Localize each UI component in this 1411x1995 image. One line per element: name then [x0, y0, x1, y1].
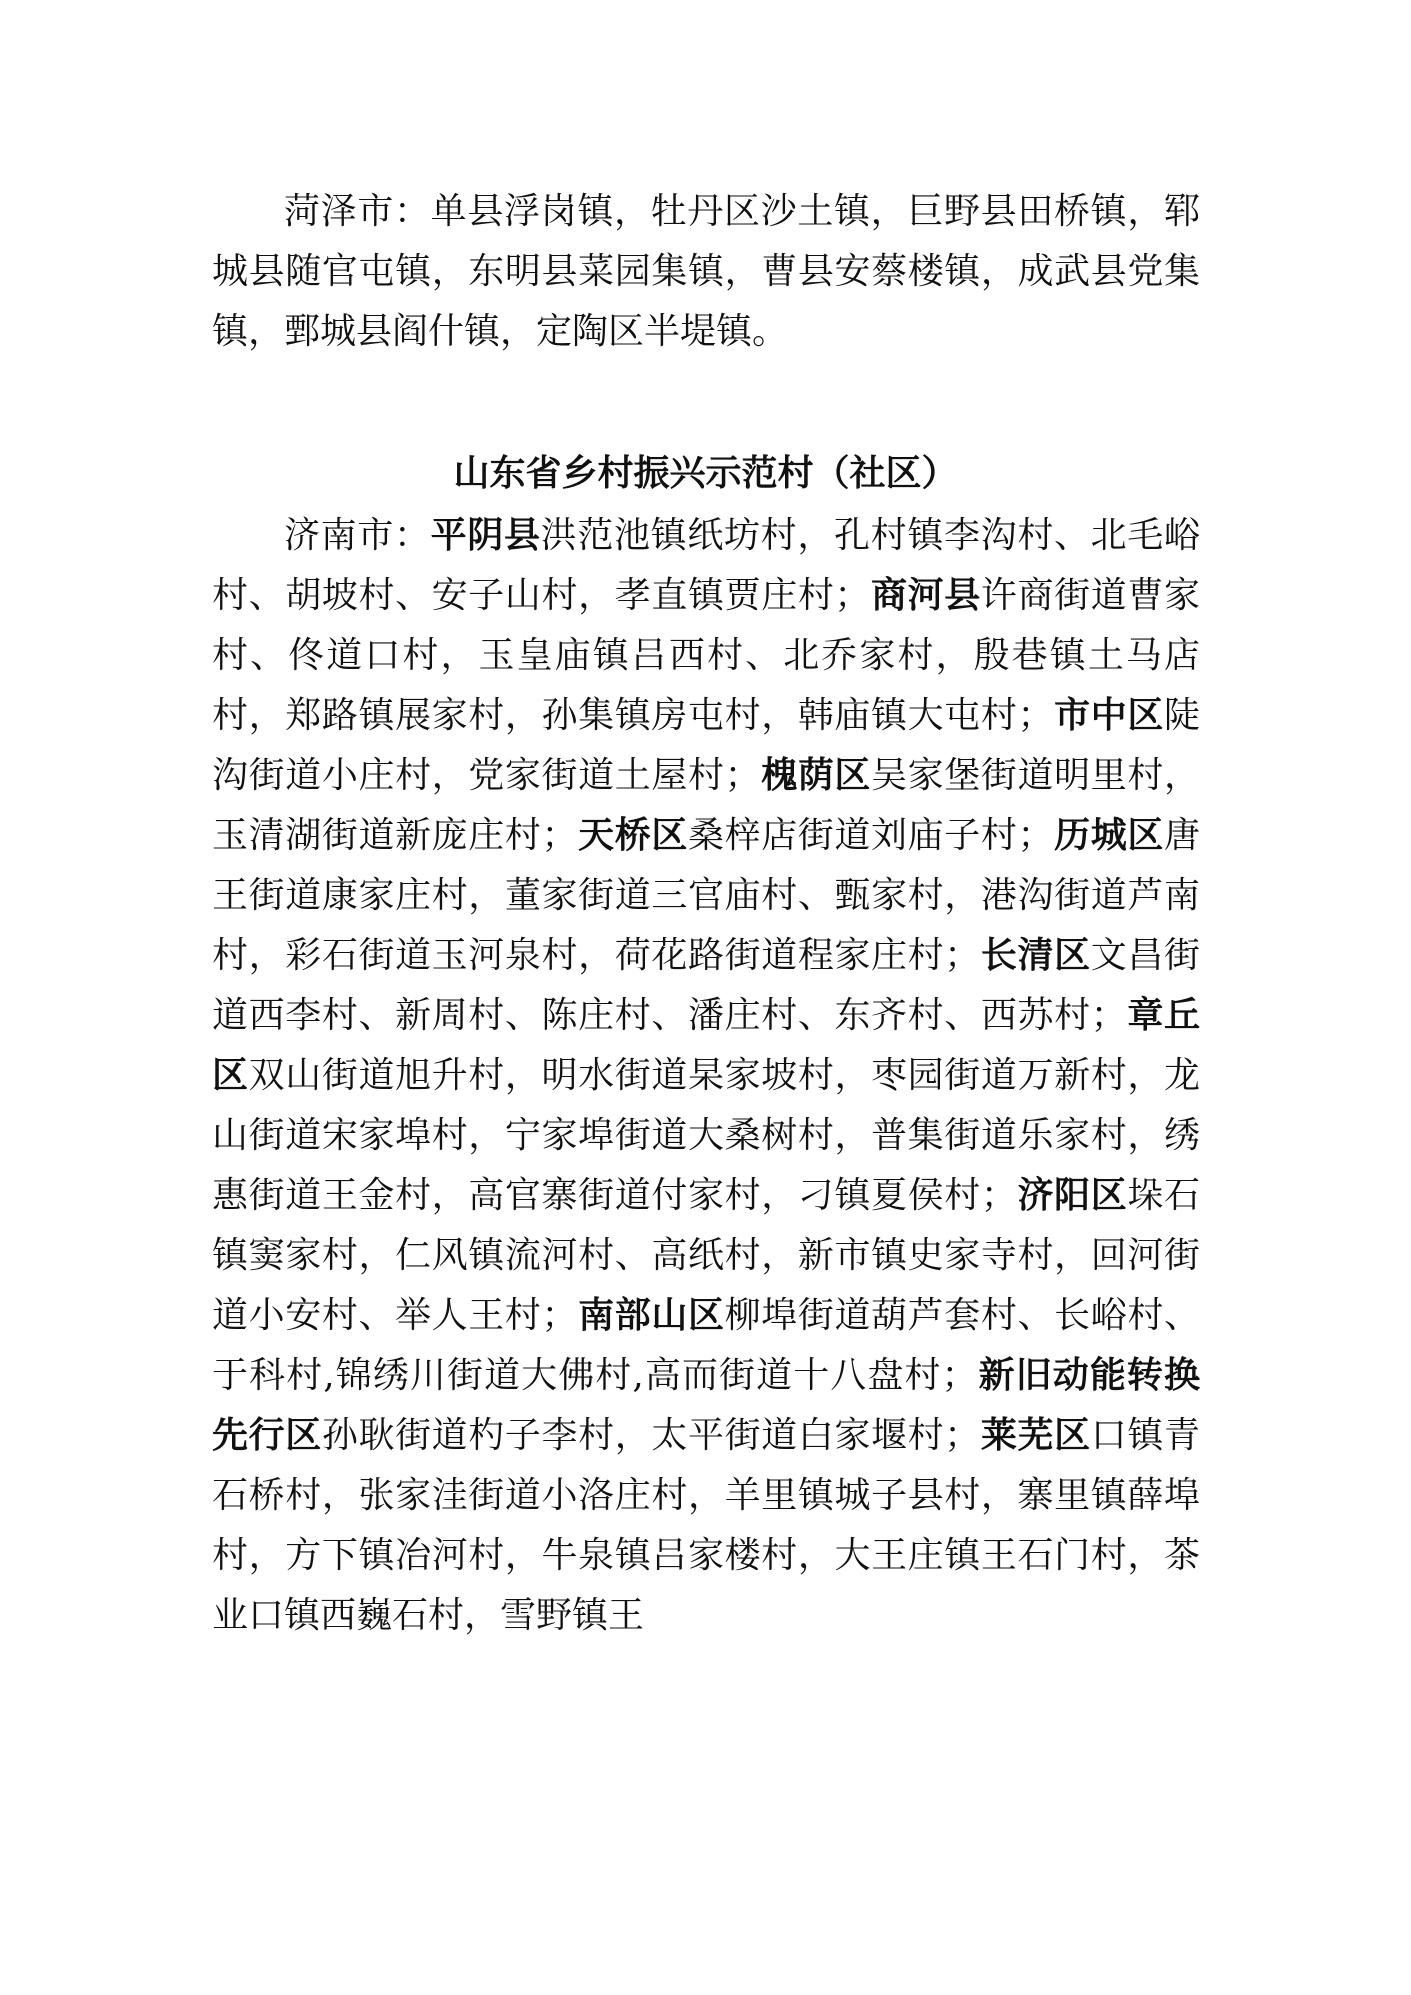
heze-city-label: 菏泽市：: [284, 191, 431, 232]
village-list-text: 口镇青石桥村，张家洼街道小洛庄村，羊里镇城子县村，寨里镇薛埠村，方下镇冶河村，牛泉镇吕家楼村，大王庄镇王石门村，茶业口镇西巍石村，雪野镇王: [212, 1415, 1200, 1636]
county-name: 南部山区: [577, 1295, 725, 1336]
village-list-text: 柳埠街道葫芦套村、长峪村、于科村,锦绣川街道大佛村,高而街道十八盘村；: [212, 1295, 1200, 1396]
village-list-text: 孙耿街道杓子李村，太平街道白家堰村；: [321, 1415, 981, 1456]
county-name: 商河县: [870, 575, 981, 616]
village-list-text: 桑梓店街道刘庙子村；: [687, 815, 1054, 856]
county-name: 济阳区: [1016, 1175, 1128, 1216]
county-name: 市中区: [1053, 695, 1164, 736]
village-list-text: 吴家堡街道明里村，玉清湖街道新庞庄村；: [212, 755, 1200, 856]
heze-towns-text: 单县浮岗镇，牡丹区沙土镇，巨野县田桥镇，郓城县随官屯镇，东明县菜园集镇，曹县安蔡楼镇，成武县党集镇，鄄城县阎什镇，定陶区半堤镇。: [212, 191, 1200, 352]
county-name: 天桥区: [577, 815, 688, 856]
jinan-paragraph: [212, 506, 1200, 1646]
county-name: 槐荫区: [760, 755, 872, 796]
section-heading: 山东省乡村振兴示范村（社区）: [453, 453, 958, 494]
county-name: 平阴县: [430, 515, 541, 556]
village-list-text: 洪范池镇纸坊村，孔村镇李沟村、北毛峪村、胡坡村、安子山村，孝直镇贾庄村；: [212, 515, 1200, 616]
county-name: 章丘区: [212, 995, 1200, 1096]
heze-paragraph: [212, 182, 1200, 362]
county-name: 长清区: [980, 935, 1091, 976]
county-name: 历城区: [1053, 815, 1164, 856]
jinan-city-label: 济南市：: [284, 515, 431, 556]
village-list-text: 垛石镇窦家村，仁风镇流河村、高纸村，新市镇史家寺村，回河街道小安村、举人王村；: [212, 1175, 1200, 1336]
village-list-text: 许商街道曹家村、佟道口村，玉皇庙镇吕西村、北乔家村，殷巷镇土马店村，郑路镇展家村，孙集镇房屯村，韩庙镇大屯村；: [212, 575, 1200, 736]
village-list-text: 双山街道旭升村，明水街道杲家坡村，枣园街道万新村，龙山街道宋家埠村，宁家埠街道大桑树村，普集街道乐家村，绣惠街道王金村，高官寨街道付家村，刁镇夏侯村；: [212, 1055, 1200, 1216]
county-name: 新旧动能转换先行区: [212, 1355, 1200, 1456]
village-list-text: 文昌街道西李村、新周村、陈庄村、潘庄村、东齐村、西苏村；: [212, 935, 1200, 1036]
village-list-text: 陡沟街道小庄村，党家街道土屋村；: [212, 695, 1200, 796]
village-list-text: 唐王街道康家庄村，董家街道三官庙村、甄家村，港沟街道芦南村，彩石街道玉河泉村，荷花路街道程家庄村；: [212, 815, 1200, 976]
county-name: 莱芜区: [980, 1415, 1091, 1456]
